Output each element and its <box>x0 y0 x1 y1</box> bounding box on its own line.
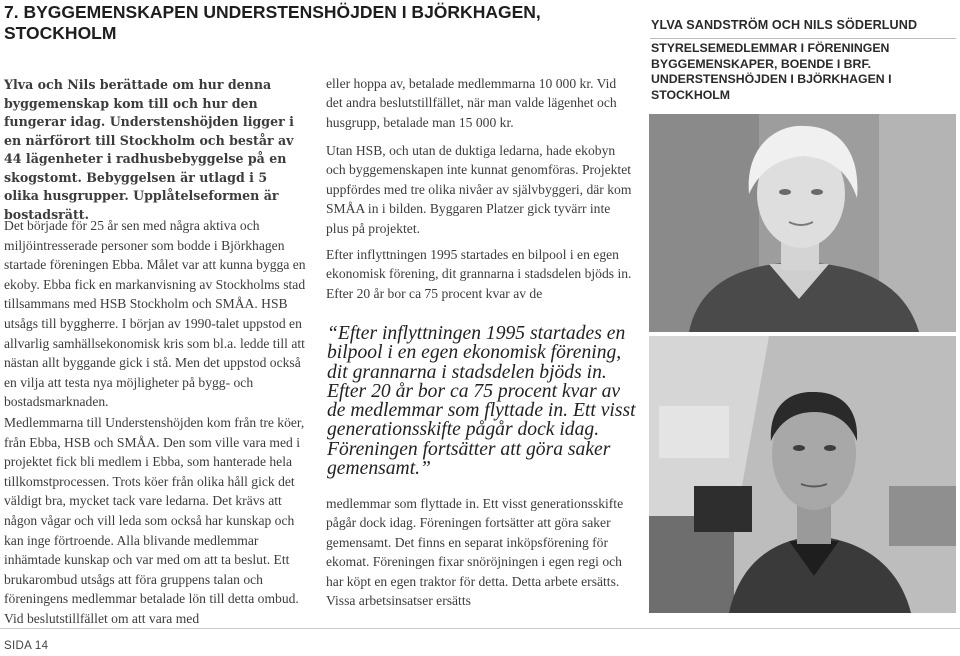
sidebar-divider <box>650 38 956 39</box>
background-box <box>889 486 956 546</box>
portrait-photo-ylva <box>649 114 956 332</box>
portrait-ylva-image <box>649 114 956 332</box>
article-lead: Ylva och Nils berättade om hur denna byggemenskap kom till och hur den fungerar idag. Understenshöjden ligger i en närförort till Stockholm och består av 44 lägenheter i radhusbebyggelse på en skogstomt. Bebyggelsen är utlagd i 5 olika husgrupper. Upplåtelseformen är bostadsrätt. <box>4 77 294 222</box>
body-text: Medlemmarna till Understenshöjden kom från tre köer, från Ebba, HSB och SMÅA. Den som ville vara med i projektet fick bli medlem i Ebba, som hanterade hela tillkomstprocessen. Trots köer från olika håll gick det väldigt bra, mycket tack vare ledarna. Det krävs att någon vågar och vill leda som också har kunskap och kan inge förtroende. Alla blivande medlemmar inhämtade kunskap och var med om att ta beslut. Ett brukarombud utsågs att föra gruppens talan och föreningens medlemmar betalade lön till detta ombud. Vid beslutstillfället om att vara med <box>4 415 305 626</box>
sidebar-names: YLVA SANDSTRÖM OCH NILS SÖDERLUND <box>651 18 918 32</box>
footer-divider <box>0 628 960 629</box>
left-column-paragraph-1 <box>4 216 306 412</box>
body-text: medlemmar som flyttade in. Ett visst generationsskifte pågår dock idag. Föreningen fortsätter att göra saker gemensamt. Det finns en separat inköpsförening för ekomat. Föreningen fixar snöröjningen i egen regi och har köpt en egen traktor för detta. Detta arbete ersätts. Vissa arbetsinsatser ersätts <box>326 496 624 609</box>
window-shape <box>659 406 729 458</box>
eye-left <box>793 445 805 451</box>
pull-quote: “Efter inflyttningen 1995 startades en bilpool i en egen ekonomisk förening, dit grannarna i stadsdelen bjöds in. Efter 20 år bor ca 75 procent kvar av de medlemmar som flyttade in. Ett visst generationsskifte pågår dock idag. Föreningen fortsätter att göra saker gemensamt.” <box>327 323 636 480</box>
eye-right <box>824 445 836 451</box>
portrait-photo-nils <box>649 336 956 613</box>
page-number: SIDA 14 <box>4 640 49 652</box>
middle-column-paragraph-2 <box>326 141 636 238</box>
portrait-nils-image <box>649 336 956 613</box>
computer-monitor <box>694 486 752 532</box>
middle-column-paragraph-1 <box>326 74 636 132</box>
middle-column-paragraph-4 <box>326 494 636 610</box>
body-text: Efter inflyttningen 1995 startades en bilpool i en egen ekonomisk förening, dit grannarna i stadsdelen bjöds in. Efter 20 år bor ca 75 procent kvar av de <box>326 247 632 301</box>
eye-left <box>779 189 791 195</box>
body-text: Utan HSB, och utan de duktiga ledarna, hade ekobyn och byggemenskapen inte kunnat genomföras. Projektet uppfördes med tre olika nivåer av självbyggeri, där kom SMÅA in i bilden. Byggaren Platzer gick tyvärr inte plus på projektet. <box>326 143 632 236</box>
body-text: Det började för 25 år sen med några aktiva och miljöintresserade personer som bodde i Björkhagen startade föreningen Ebba. Målet var att kunna bygga en ekoby. Ebba fick en markanvisning av Stockholms stad tillsammans med HSB Stockholm och SMÅA. HSB utsågs till byggherre. I början av 1990-talet uppstod en allvarlig samhällsekonomisk kris som bl.a. ledde till att nästan allt byggande gick i stå. Men det uppstod också en vilja att testa nya möjligheter på bygg- och bostadsmarknaden. <box>4 218 306 410</box>
sidebar-roles: STYRELSEMEDLEMMAR I FÖRENINGEN BYGGEMENSKAPER, BOENDE I BRF. UNDERSTENSHÖJDEN I BJÖRKHAGEN I STOCKHOLM <box>651 41 892 102</box>
left-column-paragraph-2 <box>4 413 306 629</box>
article-title: 7. BYGGEMENSKAPEN UNDERSTENSHÖJDEN I BJÖRKHAGEN, STOCKHOLM <box>4 2 541 43</box>
middle-column-paragraph-3 <box>326 245 636 303</box>
eye-right <box>811 189 823 195</box>
body-text: eller hoppa av, betalade medlemmarna 10 000 kr. Vid det andra beslutstillfället, när man valde lägenhet och husgrupp, betalade man 15 000 kr. <box>326 76 617 130</box>
